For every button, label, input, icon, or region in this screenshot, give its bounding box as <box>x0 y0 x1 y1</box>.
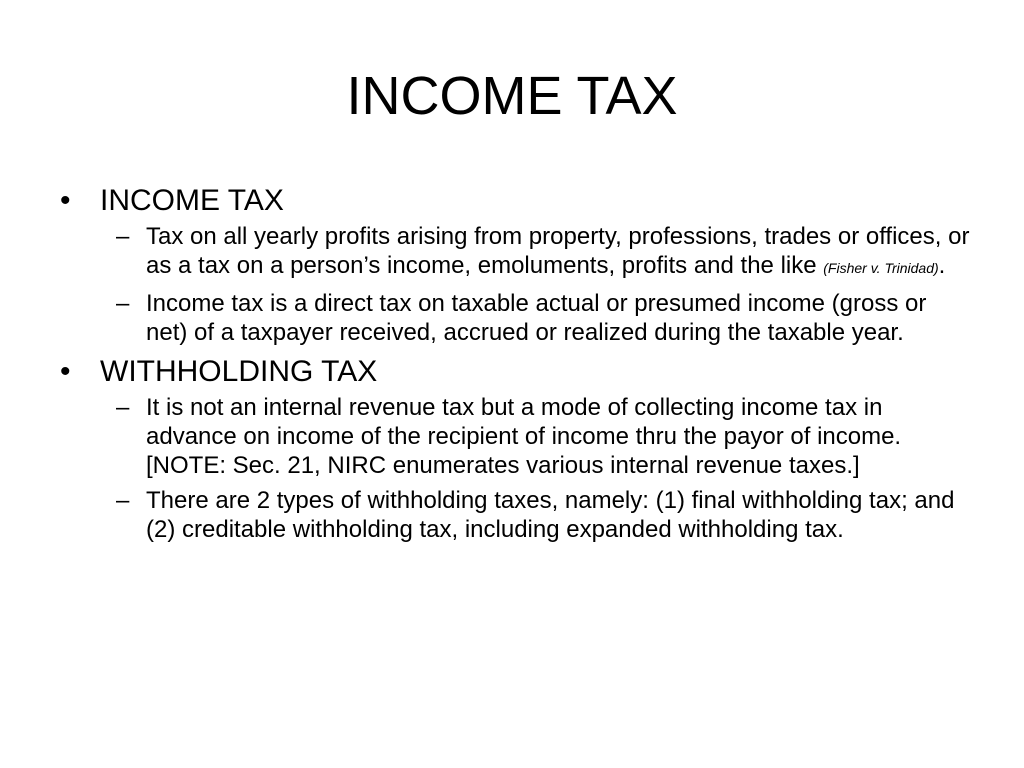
dash-icon: – <box>116 487 130 514</box>
sub-item-income-tax-direct <box>60 289 970 347</box>
bullet-income-tax <box>60 182 970 220</box>
slide-title: INCOME TAX <box>346 66 678 126</box>
slide-content <box>60 182 970 550</box>
dash-icon: – <box>116 394 130 421</box>
sub-item-text: Tax on all yearly profits arising from property, professions, trades or offices, or as a tax on a person’s income, emoluments, profits and the like <box>146 223 970 279</box>
sub-item-income-tax-definition <box>60 222 970 283</box>
bullet-icon: • <box>60 184 71 217</box>
bullet-heading: INCOME TAX <box>100 184 284 217</box>
sub-item-withholding-types <box>60 486 970 544</box>
sub-item-text: There are 2 types of withholding taxes, namely: (1) final withholding tax; and (2) creditable withholding tax, including expanded withholding tax. <box>146 487 955 543</box>
sub-item-withholding-definition <box>60 393 970 480</box>
bullet-withholding-tax <box>60 353 970 391</box>
bullet-icon: • <box>60 355 71 388</box>
bullet-heading: WITHHOLDING TAX <box>100 355 378 388</box>
sub-item-tail: . <box>938 252 946 279</box>
sub-item-text: It is not an internal revenue tax but a mode of collecting income tax in advance on income of the recipient of income thru the payor of income. [NOTE: Sec. 21, NIRC enumerates various internal revenue taxes.] <box>146 394 902 479</box>
sub-item-text: Income tax is a direct tax on taxable actual or presumed income (gross or net) of a taxpayer received, accrued or realized during the taxable year. <box>146 290 927 346</box>
dash-icon: – <box>116 290 130 317</box>
dash-icon: – <box>116 223 130 250</box>
case-citation: (Fisher v. Trinidad) <box>823 260 939 276</box>
